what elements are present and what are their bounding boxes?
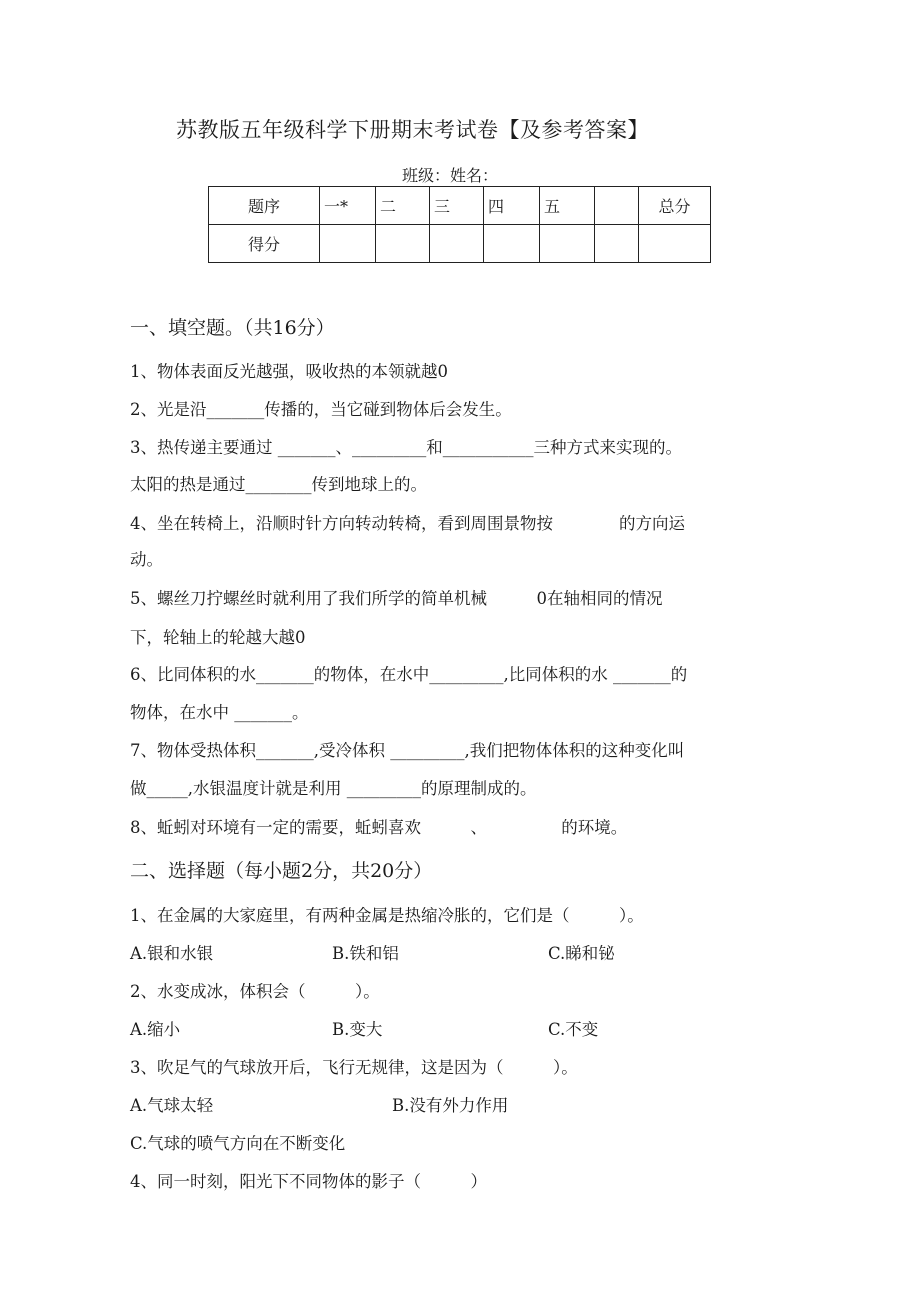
score-cell[interactable]	[540, 225, 595, 263]
score-header-cell: 五	[540, 187, 595, 225]
option-b[interactable]: B.铁和铝	[332, 944, 399, 963]
fill-line: 物体，在水中 _______。	[130, 703, 309, 722]
score-header-cell: 四	[484, 187, 540, 225]
question-text: 1、在金属的大家庭里，有两种金属是热缩冷胀的，它们是（ ）。	[130, 906, 644, 925]
option-b[interactable]: B.没有外力作用	[392, 1096, 509, 1115]
score-header-cell: 三	[430, 187, 484, 225]
fill-line: 动。	[130, 550, 163, 569]
fill-line: 2、光是沿_______传播的，当它碰到物体后会发生。	[130, 400, 512, 419]
score-row-label: 得分	[209, 225, 320, 263]
score-header-cell: 题序	[209, 187, 320, 225]
fill-line: 4、坐在转椅上，沿顺时针方向转动转椅，看到周围景物按 的方向运	[130, 514, 685, 533]
section1-heading: 一、填空题。（共16分）	[130, 317, 335, 339]
fill-line: 1、物体表面反光越强，吸收热的本领就越0	[130, 362, 448, 381]
score-cell[interactable]	[484, 225, 540, 263]
exam-title: 苏教版五年级科学下册期末考试卷【及参考答案】	[176, 118, 649, 142]
score-cell[interactable]	[320, 225, 376, 263]
option-c[interactable]: C.气球的喷气方向在不断变化	[130, 1134, 346, 1153]
option-a[interactable]: A.缩小	[130, 1020, 181, 1039]
option-a[interactable]: A.银和水银	[130, 944, 214, 963]
score-table-header-row	[209, 187, 711, 225]
question-text: 3、吹足气的气球放开后，飞行无规律，这是因为（ ）。	[130, 1058, 578, 1077]
score-table-score-row	[209, 225, 711, 263]
fill-line: 做_____,水银温度计就是利用 _________的原理制成的。	[130, 779, 537, 798]
fill-line: 3、热传递主要通过 _______、_________和___________三种方式来实现的。	[130, 438, 682, 457]
fill-line: 6、比同体积的水_______的物体，在水中_________,比同体积的水 _______的	[130, 665, 688, 684]
score-cell[interactable]	[430, 225, 484, 263]
option-c[interactable]: C.不变	[548, 1020, 599, 1039]
fill-line: 5、螺丝刀拧螺丝时就利用了我们所学的简单机械 0在轴相同的情况	[130, 589, 663, 608]
option-b[interactable]: B.变大	[332, 1020, 383, 1039]
score-header-cell: 二	[376, 187, 430, 225]
fill-line: 下，轮轴上的轮越大越0	[130, 628, 306, 647]
fill-line: 8、蚯蚓对环境有一定的需要，蚯蚓喜欢 、 的环境。	[130, 818, 628, 837]
option-c[interactable]: C.睇和铋	[548, 944, 615, 963]
score-header-cell	[595, 187, 639, 225]
question-text: 2、水变成冰，体积会（ ）。	[130, 982, 380, 1001]
score-cell[interactable]	[595, 225, 639, 263]
score-cell[interactable]	[639, 225, 711, 263]
fill-line: 太阳的热是通过________传到地球上的。	[130, 475, 427, 494]
score-header-cell: 一*	[320, 187, 376, 225]
section2-heading: 二、选择题（每小题2分，共20分）	[130, 860, 433, 882]
score-cell[interactable]	[376, 225, 430, 263]
score-table	[208, 186, 711, 263]
question-text: 4、同一时刻，阳光下不同物体的影子（ ）	[130, 1172, 487, 1191]
score-header-cell: 总分	[639, 187, 711, 225]
fill-line: 7、物体受热体积_______,受冷体积 _________,我们把物体体积的这种变化叫	[130, 741, 685, 760]
class-name-line: 班级：姓名：	[402, 166, 499, 185]
option-a[interactable]: A.气球太轻	[130, 1096, 214, 1115]
